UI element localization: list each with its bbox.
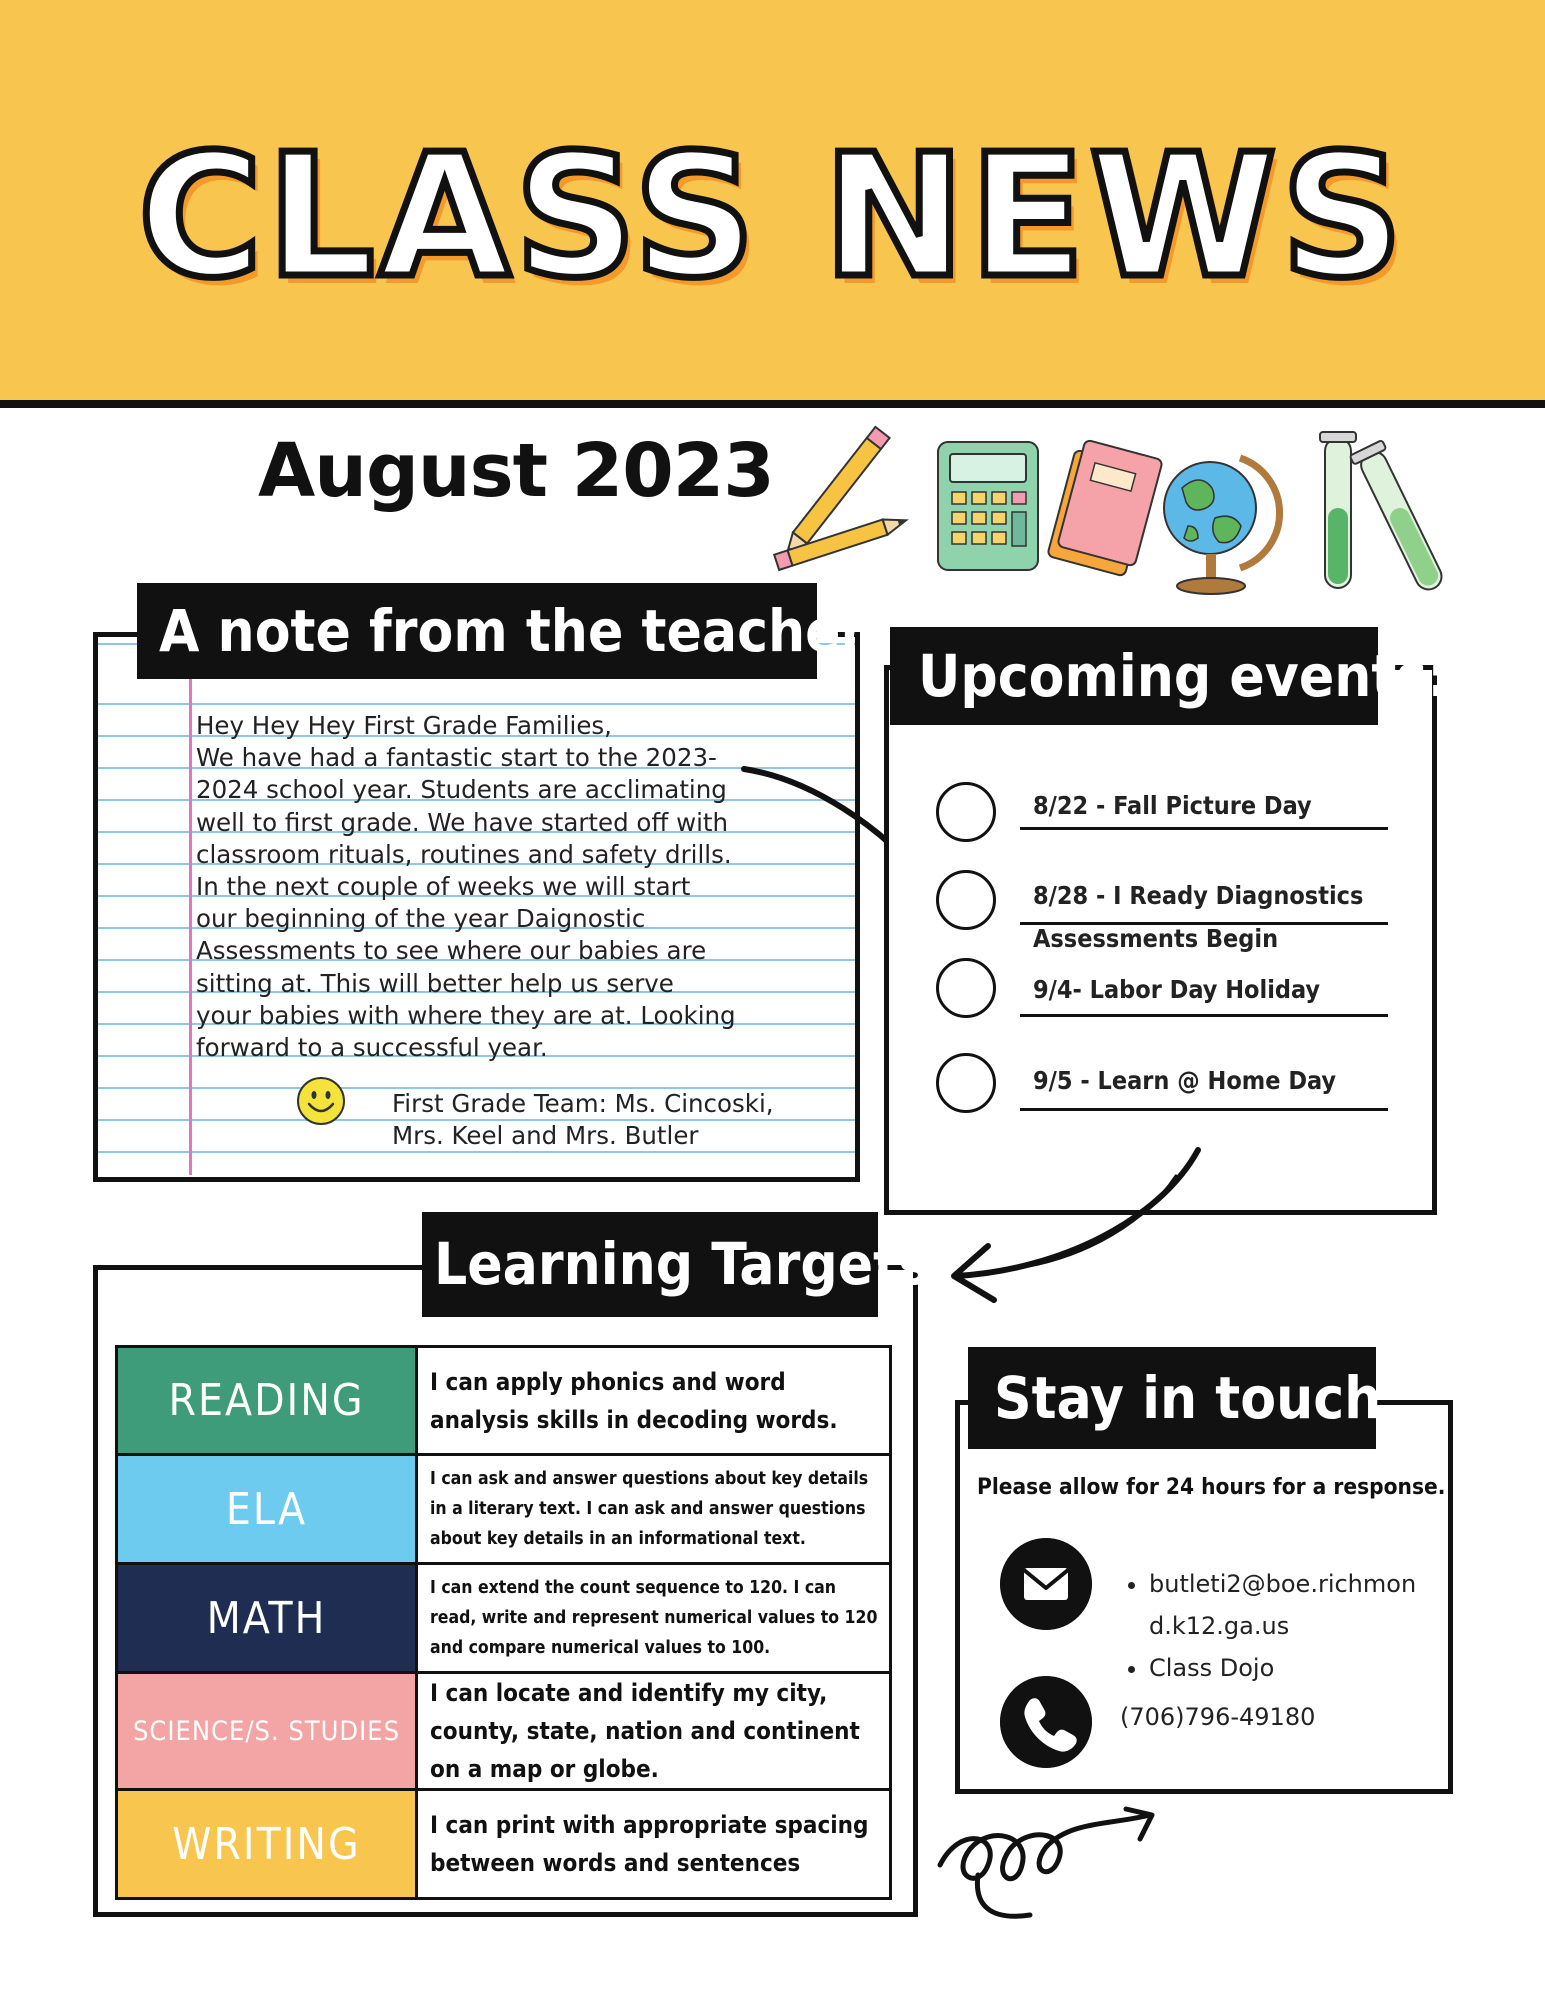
paper-margin-line	[189, 640, 192, 1175]
teacher-note-text	[196, 710, 736, 1064]
contact-heading: Stay in touch :	[968, 1347, 1376, 1449]
email-address[interactable]	[1149, 1563, 1449, 1647]
table-row	[117, 1455, 891, 1564]
event-item: 8/28 - I Ready Diagnostics	[1033, 881, 1364, 910]
school-supplies-illustration	[770, 418, 1460, 608]
pencil-icon	[774, 427, 908, 570]
target-text: I can extend the count sequence to 120. I can read, write and represent numerical values to 120 and compare numerical values to 100.	[417, 1564, 891, 1673]
target-text: I can ask and answer questions about key details in a literary text. I can ask and answer questions about key details in an informational text.	[417, 1455, 891, 1564]
notebook-icon	[1047, 440, 1163, 577]
email-line-1: butleti2@boe.richmon	[1149, 1570, 1417, 1598]
header-divider	[0, 400, 1545, 408]
teacher-note-heading: A note from the teacher:	[137, 583, 817, 679]
phone-icon[interactable]	[1000, 1676, 1092, 1768]
teacher-note-body: We have had a fantastic start to the 2023-2024 school year. Students are acclimating well to first grade. We have started off with classroom rituals, routines and safety drills. In the next couple of weeks we will start our beginning of the year Daignostic Assessments to see where our babies are sitting at. This will better help us serve your babies with where they are at. Looking forward to a successful year.	[196, 743, 736, 1063]
event-item-continued: Assessments Begin	[1033, 924, 1279, 953]
response-time-note: Please allow for 24 hours for a response.	[977, 1474, 1446, 1500]
subject-ela: ELA	[117, 1455, 417, 1564]
target-text: I can locate and identify my city, county, state, nation and continent on a map or globe.	[417, 1673, 891, 1790]
email-line-2: d.k12.ga.us	[1149, 1612, 1290, 1640]
events-heading: Upcoming events:	[890, 627, 1378, 725]
class-dojo-link[interactable]: • Class Dojo	[1149, 1647, 1449, 1689]
contact-list	[1113, 1563, 1449, 1689]
table-row	[117, 1790, 891, 1899]
page-title: CLASS NEWS	[137, 118, 1408, 316]
globe-icon	[1164, 458, 1280, 594]
table-row	[117, 1564, 891, 1673]
target-text: I can apply phonics and word analysis skills in decoding words.	[417, 1347, 891, 1455]
event-underline	[1020, 827, 1388, 830]
teacher-signature: First Grade Team: Ms. Cincoski, Mrs. Keel and Mrs. Butler	[392, 1089, 774, 1150]
event-checkbox[interactable]	[936, 958, 996, 1018]
learning-targets-table	[115, 1345, 892, 1900]
learning-targets-heading: Learning Targets:	[422, 1212, 878, 1317]
teacher-note-greeting: Hey Hey Hey First Grade Families,	[196, 711, 612, 740]
event-checkbox[interactable]	[936, 782, 996, 842]
month-heading: August 2023	[258, 428, 774, 514]
event-item: 9/4- Labor Day Holiday	[1033, 975, 1321, 1004]
subject-science-social-studies: SCIENCE/S. STUDIES	[117, 1673, 417, 1790]
event-checkbox[interactable]	[936, 1053, 996, 1113]
event-item: 9/5 - Learn @ Home Day	[1033, 1066, 1337, 1095]
subject-reading: READING	[117, 1347, 417, 1455]
event-underline	[1020, 1108, 1388, 1111]
target-text: I can print with appropriate spacing between words and sentences	[417, 1790, 891, 1899]
smiley-icon	[296, 1076, 346, 1126]
loop-arrow-icon	[930, 1805, 1170, 1925]
event-underline	[1020, 1014, 1388, 1017]
subject-writing: WRITING	[117, 1790, 417, 1899]
table-row	[117, 1347, 891, 1455]
event-checkbox[interactable]	[936, 870, 996, 930]
mail-icon[interactable]	[1000, 1538, 1092, 1630]
table-row	[117, 1673, 891, 1790]
test-tube-icon	[1320, 432, 1450, 596]
phone-number[interactable]: (706)796-49180	[1120, 1703, 1316, 1731]
event-item: 8/22 - Fall Picture Day	[1033, 791, 1312, 820]
curved-arrow-icon	[940, 1140, 1220, 1310]
calculator-icon	[938, 442, 1038, 570]
subject-math: MATH	[117, 1564, 417, 1673]
